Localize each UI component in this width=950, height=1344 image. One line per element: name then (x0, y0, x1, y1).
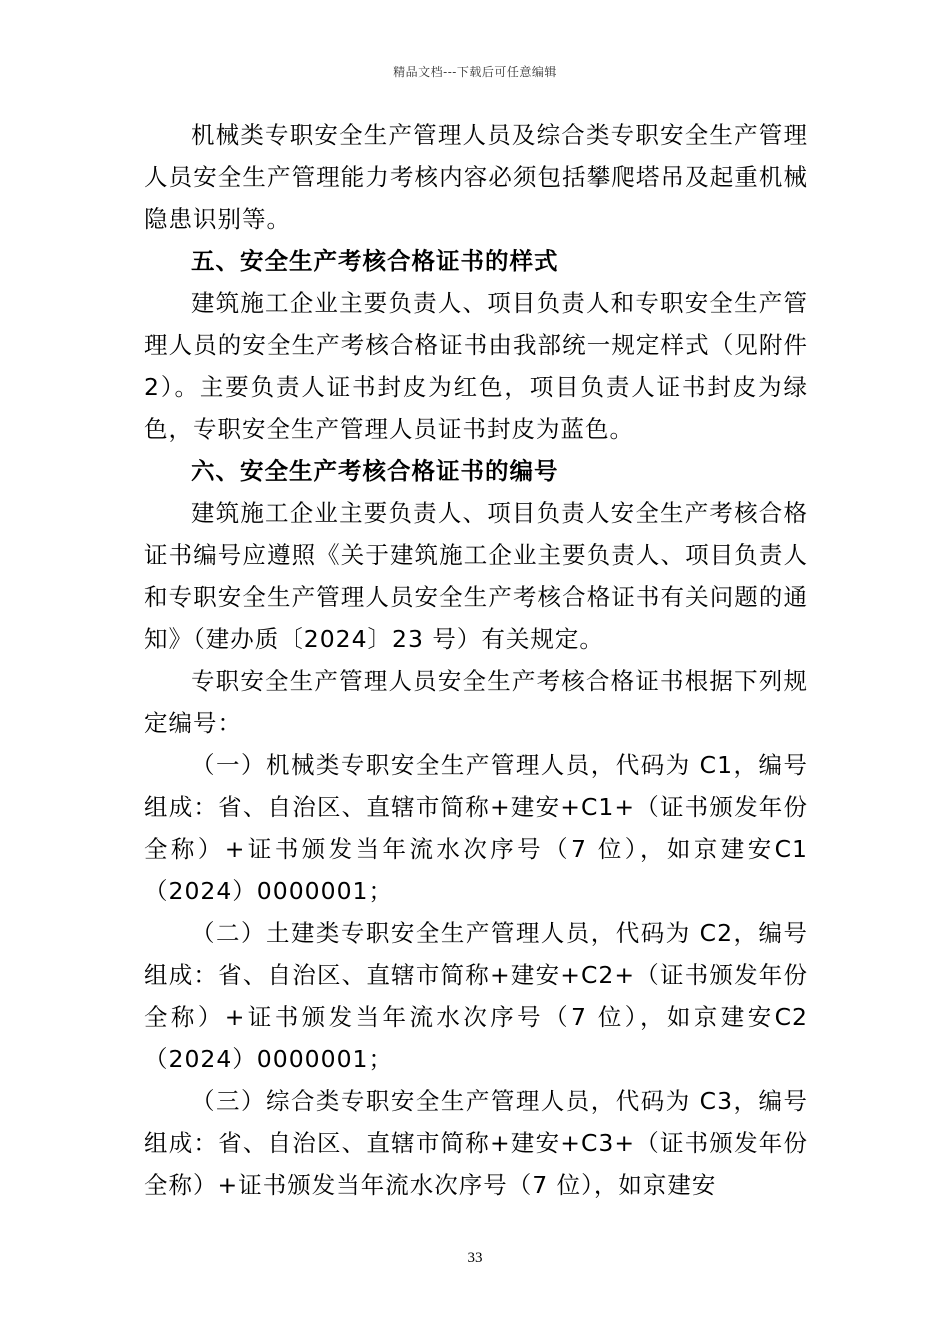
paragraph-certificate-style: 建筑施工企业主要负责人、项目负责人和专职安全生产管理人员的安全生产考核合格证书由我部统一规定样式（见附件 2）。主要负责人证书封皮为红色，项目负责人证书封皮为绿色，专职安全生产管理人员证书封皮为蓝色。 (144, 289, 808, 443)
paragraph-code-c2: （二）土建类专职安全生产管理人员，代码为 C2，编号组成：省、自治区、直辖市简称+建安+C2+（证书颁发年份全称）+证书颁发当年流水次序号（7 位），如京建安C2（2024）0000001； (144, 919, 808, 1073)
paragraph-full-time-numbering: 专职安全生产管理人员安全生产考核合格证书根据下列规定编号： (144, 667, 808, 737)
paragraph-code-c3: （三）综合类专职安全生产管理人员，代码为 C3，编号组成：省、自治区、直辖市简称+建安+C3+（证书颁发年份全称）+证书颁发当年流水次序号（7 位），如京建安 (144, 1087, 808, 1199)
section-heading-certificate-style: 五、安全生产考核合格证书的样式 (191, 247, 559, 275)
paragraph-certificate-number-rule: 建筑施工企业主要负责人、项目负责人安全生产考核合格证书编号应遵照《关于建筑施工企业主要负责人、项目负责人和专职安全生产管理人员安全生产考核合格证书有关问题的通知》（建办质〔2024〕23 号）有关规定。 (144, 499, 808, 653)
paragraph-code-c1: （一）机械类专职安全生产管理人员，代码为 C1，编号组成：省、自治区、直辖市简称+建安+C1+（证书颁发年份全称）+证书颁发当年流水次序号（7 位），如京建安C1（2024）0000001； (144, 751, 808, 905)
page-header: 精品文档---下载后可任意编辑 (393, 65, 557, 79)
paragraph-inspection-content: 机械类专职安全生产管理人员及综合类专职安全生产管理人员安全生产管理能力考核内容必须包括攀爬塔吊及起重机械隐患识别等。 (144, 121, 808, 233)
document-body (144, 114, 808, 1206)
section-heading-certificate-number: 六、安全生产考核合格证书的编号 (191, 457, 559, 485)
page-number: 33 (467, 1250, 483, 1266)
